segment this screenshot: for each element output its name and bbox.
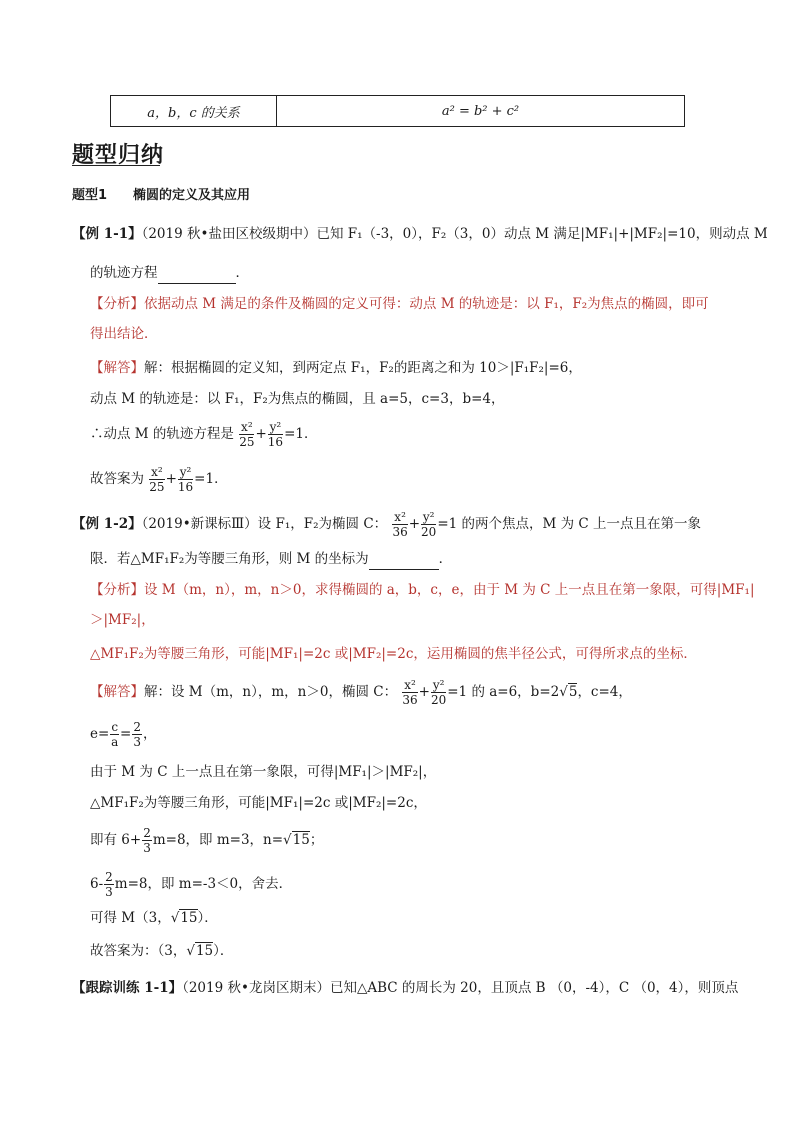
fraction — [239, 420, 254, 449]
ex12-answer6 — [90, 870, 292, 899]
ex11-tag: 【例 1-1】 — [72, 226, 142, 242]
frac-num: x² — [404, 678, 416, 692]
ex12-analysis3: △MF₁F₂为等腰三角形，可能|MF₁|=2c 或|MF₂|=2c，运用椭圆的焦半径公式，可得所求点的坐标． — [90, 646, 697, 662]
sqrt-sign: √ — [559, 684, 568, 700]
ex12-line2 — [90, 549, 452, 570]
ex11-analysis1 — [90, 294, 709, 314]
table-row — [111, 96, 685, 127]
fraction — [421, 510, 436, 539]
frac-den: 16 — [177, 480, 194, 494]
answer-text: 故答案为 — [90, 471, 144, 487]
ex12-analysis1 — [90, 580, 755, 600]
fraction — [142, 826, 152, 855]
fraction — [104, 870, 114, 899]
answer-blank — [158, 263, 236, 284]
frac-den: 3 — [133, 735, 141, 749]
frac-num: 2 — [105, 870, 113, 884]
frac-den: a — [111, 735, 119, 749]
answer-text: =1 的 a=6，b=2 — [447, 684, 560, 700]
sqrt-sign: √ — [170, 910, 180, 926]
track-text: （2019 秋•龙岗区期末）已知△ABC 的周长为 20，且顶点 B （0，-4），C （0，4），则顶点 — [182, 980, 739, 996]
ex12-text2: 限．若△MF₁F₂为等腰三角形，则 M 的坐标为 — [90, 551, 369, 567]
frac-num: y² — [269, 420, 282, 434]
frac-den: 36 — [392, 525, 408, 539]
frac-num: 2 — [133, 720, 141, 734]
analysis-text: 设 M（m，n），m，n＞0，求得椭圆的 a，b，c，e，由于 M 为 C 上一点且在第一象限，可得|MF₁| — [144, 582, 755, 598]
fraction — [402, 678, 417, 707]
ex11-answer1 — [90, 358, 582, 378]
fraction — [149, 465, 164, 494]
frac-num: x² — [241, 420, 253, 434]
ex12-text: （2019•新课标Ⅲ）设 F₁，F₂为椭圆 C： — [141, 516, 388, 532]
sqrt-sign: √ — [186, 943, 195, 959]
fraction — [132, 720, 142, 749]
ex11-answer2: 动点 M 的轨迹是：以 F₁，F₂为焦点的椭圆，且 a=5，c=3，b=4， — [90, 391, 505, 407]
equals-sign: = — [120, 726, 132, 742]
answer-text: m=8，即 m=-3＜0，舍去． — [114, 876, 293, 892]
ex11-answer3 — [90, 420, 317, 449]
ex12-text2-end: ． — [438, 551, 453, 567]
ex11-line2 — [90, 263, 249, 284]
ex12-answer4: △MF₁F₂为等腰三角形，可能|MF₁|=2c 或|MF₂|=2c， — [90, 795, 427, 811]
ex12-eccentricity — [90, 720, 157, 749]
plus-sign: + — [418, 684, 430, 700]
answer-text: 故答案为：（3， — [90, 943, 187, 959]
frac-num: y² — [179, 465, 192, 479]
frac-num: x² — [151, 465, 163, 479]
frac-num: c — [111, 720, 119, 734]
track-line1 — [72, 978, 738, 998]
ex12-answer7 — [90, 908, 218, 928]
answer-text: 解：设 M（m，n），m，n＞0，椭圆 C： — [144, 684, 398, 700]
track-tag: 【跟踪训练 1-1】 — [72, 980, 183, 996]
answer-text: 可得 M（3， — [90, 910, 171, 926]
ex12-analysis2: ＞|MF₂|， — [90, 612, 155, 628]
ex12-line1 — [72, 510, 701, 539]
frac-den: 3 — [143, 841, 151, 855]
relation-table — [110, 95, 685, 127]
answer-text: 6- — [90, 876, 104, 892]
answer-text: e= — [90, 726, 110, 742]
ex11-text2-end: ． — [235, 265, 249, 281]
answer-tag: 【解答】 — [90, 684, 144, 700]
analysis-tag: 【分析】 — [90, 296, 144, 312]
sqrt-radicand: 5 — [568, 684, 578, 700]
ex12-answer5 — [90, 826, 323, 855]
section-heading: 题型归纳 — [72, 143, 165, 168]
answer-text: m=8，即 m=3，n= — [152, 832, 284, 848]
plus-sign: + — [165, 471, 177, 487]
table-value-cell: a² = b² + c² — [277, 96, 685, 127]
frac-num: 2 — [143, 826, 151, 840]
answer-text: 解：根据椭圆的定义知，到两定点 F₁，F₂的距离之和为 10＞|F₁F₂|=6， — [144, 360, 582, 376]
answer-text: =1． — [284, 426, 318, 442]
answer-text: 即有 6+ — [90, 832, 142, 848]
frac-den: 25 — [239, 435, 255, 449]
answer-text: ，c=4， — [577, 684, 632, 700]
ex11-text2: 的轨迹方程 — [90, 265, 158, 281]
analysis-text: 依据动点 M 满足的条件及椭圆的定义可得：动点 M 的轨迹是：以 F₁，F₂为焦点的椭圆，即可 — [144, 296, 709, 312]
sqrt-radicand: 15 — [292, 832, 310, 848]
frac-den: 3 — [105, 885, 113, 899]
answer-text: =1． — [194, 471, 228, 487]
type-title: 题型1 椭圆的定义及其应用 — [72, 188, 251, 203]
fraction — [431, 678, 446, 707]
analysis-tag: 【分析】 — [90, 582, 144, 598]
fraction — [268, 420, 283, 449]
ex12-answer1 — [90, 678, 632, 707]
ex11-answer4 — [90, 465, 228, 494]
answer-text: ， — [143, 726, 157, 742]
frac-num: y² — [432, 678, 445, 692]
answer-text: ； — [309, 832, 324, 848]
answer-text: ∴动点 M 的轨迹方程是 — [90, 426, 234, 442]
frac-den: 16 — [267, 435, 284, 449]
ex11-line1 — [72, 224, 768, 244]
fraction — [178, 465, 193, 494]
table-label-cell: a，b，c 的关系 — [111, 96, 277, 127]
answer-text: ）． — [213, 943, 234, 959]
frac-den: 36 — [402, 693, 418, 707]
frac-den: 20 — [421, 525, 437, 539]
ex11-analysis2: 得出结论． — [90, 326, 158, 342]
answer-tag: 【解答】 — [90, 360, 144, 376]
sqrt-radicand: 15 — [180, 910, 198, 926]
ex12-text: =1 的两个焦点，M 为 C 上一点且在第一象 — [437, 516, 702, 532]
frac-den: 20 — [430, 693, 447, 707]
sqrt-sign: √ — [283, 832, 292, 848]
plus-sign: + — [408, 516, 421, 532]
ex12-answer8 — [90, 941, 233, 961]
answer-text: ）． — [197, 910, 218, 926]
ex12-answer3: 由于 M 为 C 上一点且在第一象限，可得|MF₁|＞|MF₂|， — [90, 764, 437, 780]
frac-num: x² — [394, 510, 406, 524]
heading-underline — [72, 165, 160, 166]
plus-sign: + — [255, 426, 267, 442]
ex11-text1: （2019 秋•盐田区校级期中）已知 F₁（-3，0），F₂（3，0）动点 M 满足|MF₁|+|MF₂|=10，则动点 M — [141, 226, 768, 242]
ex12-tag: 【例 1-2】 — [72, 516, 142, 532]
fraction — [110, 720, 119, 749]
sqrt-radicand: 15 — [195, 943, 214, 959]
fraction — [392, 510, 407, 539]
answer-blank — [369, 549, 439, 570]
frac-num: y² — [422, 510, 435, 524]
frac-den: 25 — [149, 480, 165, 494]
